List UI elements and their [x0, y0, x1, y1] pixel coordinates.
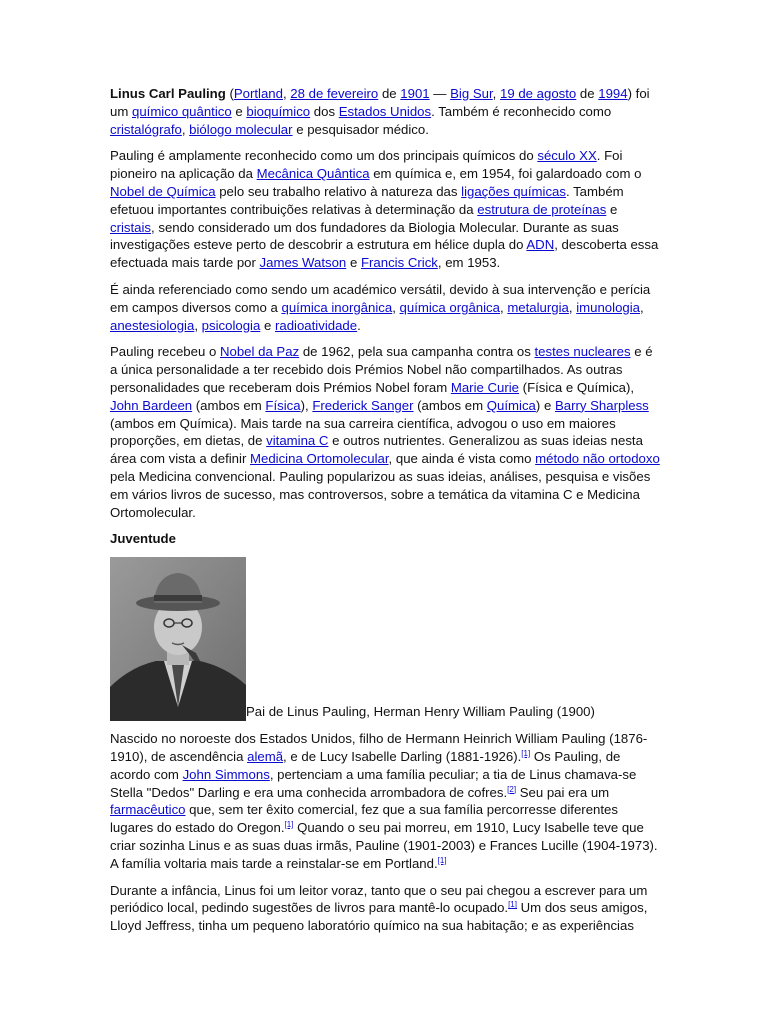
- paragraph-birth: Nascido no noroeste dos Estados Unidos, filho de Hermann Heinrich William Pauling (1876-1910), de ascendência alemã, e de Lucy Isabelle Darling (1881-1926).[1] Os Pauling, de acordo com John Simmons, pertenciam a uma família peculiar; a tia de Linus chamava-se Stella "Dedos" Darling e era uma conhecida arrombadora de cofres.[2] Seu pai era um farmacêutico que, sem ter êxito comercial, fez que a sua família percorresse diferentes lugares do estado do Oregon.[1] Quando o seu pai morreu, em 1910, Lucy Isabelle teve que criar sozinha Linus e as suas duas irmãs, Pauline (1901-2003) e Frances Lucille (1904-1973). A família voltaria mais tarde a reinstalar-se em Portland.[1]: [110, 731, 658, 871]
- link-farmaceutico[interactable]: farmacêutico: [110, 802, 186, 818]
- link-seculo-xx[interactable]: século XX: [537, 148, 597, 164]
- link-portland[interactable]: Portland: [233, 86, 283, 101]
- link-estados-unidos[interactable]: Estados Unidos: [338, 103, 432, 119]
- link-quimica-organica[interactable]: química orgânica: [399, 299, 500, 315]
- link-quimica[interactable]: Química: [486, 397, 536, 413]
- link-psicologia[interactable]: psicologia: [201, 317, 261, 333]
- paragraph-chemistry: Pauling é amplamente reconhecido como um dos principais químicos do século XX. Foi pioneiro na aplicação da Mecânica Quântica em química e, em 1954, foi galardoado com o Nobel de Química pelo seu trabalho relativo à natureza das ligações químicas. Também efetuou importantes contribuições relativas à determinação da estrutura de proteínas e cristais, sendo considerado um dos fundadores da Biologia Molecular. Durante as suas investigações esteve perto de descobrir a estrutura em hélice dupla do ADN, descoberta essa efectuada mais tarde por James Watson e Francis Crick, em 1953.: [110, 148, 659, 271]
- reference-link[interactable]: [1]: [508, 900, 517, 910]
- link-alema[interactable]: alemã: [247, 748, 284, 764]
- link-medicina-ortomolecular[interactable]: Medicina Ortomolecular: [250, 451, 389, 467]
- figure-caption: Pai de Linus Pauling, Herman Henry William Pauling (1900): [246, 704, 595, 720]
- link-marie-curie[interactable]: Marie Curie: [450, 379, 520, 395]
- link-metalurgia[interactable]: metalurgia: [507, 299, 569, 315]
- link-james-watson[interactable]: James Watson: [259, 255, 347, 271]
- intro-paragraph: Linus Carl Pauling (Portland, 28 de fevereiro de 1901 — Big Sur, 19 de agosto de 1994) foi um químico quântico e bioquímico dos Estados Unidos. Também é reconhecido como cristalógrafo, biólogo molecular e pesquisador médico.: [110, 86, 650, 137]
- link-testes-nucleares[interactable]: testes nucleares: [534, 344, 631, 360]
- link-radioatividade[interactable]: radioatividade: [274, 317, 358, 333]
- link-nobel-quimica[interactable]: Nobel de Química: [110, 183, 216, 199]
- link-francis-crick[interactable]: Francis Crick: [360, 255, 438, 271]
- link-cristais[interactable]: cristais: [110, 219, 152, 235]
- link-ligacoes-quimicas[interactable]: ligações químicas: [461, 183, 566, 199]
- link-anestesiologia[interactable]: anestesiologia: [110, 317, 195, 333]
- link-john-bardeen[interactable]: John Bardeen: [110, 397, 193, 413]
- paragraph-versatility: É ainda referenciado como sendo um académico versátil, devido à sua intervenção e perícia em campos diversos como a química inorgânica, química orgânica, metalurgia, imunologia, anestesiologia, psicologia e radioatividade.: [110, 281, 651, 333]
- link-nobel-paz[interactable]: Nobel da Paz: [219, 344, 300, 360]
- link-estrutura-proteinas[interactable]: estrutura de proteínas: [477, 201, 607, 217]
- link-deathyear[interactable]: 1994: [598, 86, 628, 101]
- link-quimico-quantico[interactable]: químico quântico: [131, 103, 232, 119]
- link-birthdate[interactable]: 28 de fevereiro: [290, 86, 379, 101]
- link-quimica-inorganica[interactable]: química inorgânica: [281, 299, 393, 315]
- section-heading: Juventude: [110, 531, 176, 547]
- portrait-photo: [110, 557, 246, 721]
- figure: [110, 557, 662, 721]
- link-big-sur[interactable]: Big Sur: [450, 86, 493, 101]
- link-adn[interactable]: ADN: [526, 237, 555, 253]
- link-biologo-molecular[interactable]: biólogo molecular: [189, 121, 293, 137]
- subject-name: Linus Carl Pauling: [110, 86, 226, 101]
- link-imunologia[interactable]: imunologia: [576, 299, 640, 315]
- link-barry-sharpless[interactable]: Barry Sharpless: [554, 397, 649, 413]
- reference-link[interactable]: [2]: [507, 784, 517, 794]
- reference-link[interactable]: [1]: [284, 820, 294, 830]
- link-bioquimico[interactable]: bioquímico: [246, 103, 311, 119]
- link-john-simmons[interactable]: John Simmons: [182, 766, 270, 782]
- link-frederick-sanger[interactable]: Frederick Sanger: [312, 397, 414, 413]
- link-metodo-nao-ortodoxo[interactable]: método não ortodoxo: [535, 451, 660, 467]
- link-cristalografo[interactable]: cristalógrafo: [110, 121, 182, 137]
- link-vitamina-c[interactable]: vitamina C: [266, 433, 329, 449]
- reference-link[interactable]: [1]: [521, 748, 531, 758]
- paragraph-childhood: Durante a infância, Linus foi um leitor voraz, tanto que o seu pai chegou a escrever para um periódico local, pedindo sugestões de livros para mantê-lo ocupado.[1] Um dos seus amigos, Lloyd Jeffress, tinha um pequeno laboratório químico na sua habitação; e as experiências: [110, 882, 648, 934]
- paragraph-nobel-peace: Pauling recebeu o Nobel da Paz de 1962, pela sua campanha contra os testes nucleares e é a única personalidade a ter recebido dois Prémios Nobel não compartilhados. As outras personalidades que receberam dois Prémios Nobel foram Marie Curie (Física e Química), John Bardeen (ambos em Física), Frederick Sanger (ambos em Química) e Barry Sharpless (ambos em Química). Mais tarde na sua carreira científica, advogou o uso em maiores proporções, em dietas, de vitamina C e outros nutrientes. Generalizou as suas ideias nesta área com vista a definir Medicina Ortomolecular, que ainda é vista como método não ortodoxo pela Medicina convencional. Pauling popularizou as suas ideias, análises, pesquisa e visões em vários livros de sucesso, mas controversos, sobre a temática da vitamina C e Medicina Ortomolecular.: [110, 344, 660, 520]
- link-deathdate[interactable]: 19 de agosto: [500, 86, 577, 101]
- reference-link[interactable]: [1]: [437, 855, 447, 865]
- article-body: [110, 85, 662, 944]
- link-mecanica-quantica[interactable]: Mecânica Quântica: [256, 166, 370, 182]
- link-fisica[interactable]: Física: [265, 397, 301, 413]
- link-birthyear[interactable]: 1901: [400, 86, 430, 101]
